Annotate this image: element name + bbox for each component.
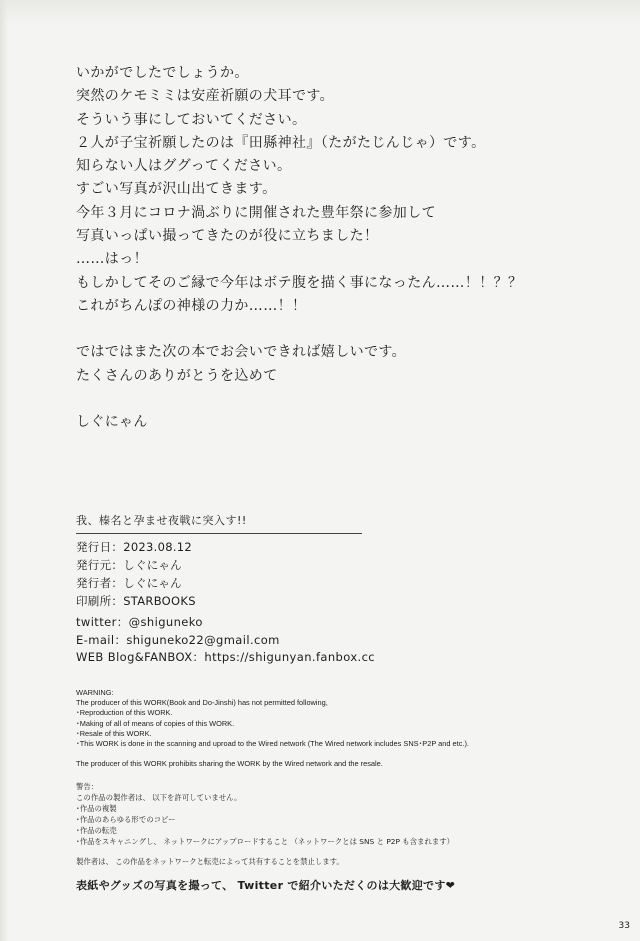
afterword-line: ……はっ！ [76, 251, 148, 268]
book-title: 我、榛名と孕ませ夜戦に突入す!! [76, 514, 247, 527]
email-address: E-mail：shiguneko22@gmail.com [76, 632, 280, 647]
warning-jp-item: ･作品のあらゆる形でのコピー [76, 815, 176, 824]
scan-shadow-left [0, 0, 8, 941]
warning-item: ･This WORK is done in the scanning and uproad to the Wired network (The Wired network includes SNS･P2P and etc.). [76, 739, 469, 749]
web-link: WEB Blog&FANBOX：https://shigunyan.fanbox.cc [76, 650, 376, 664]
warning-intro: The producer of this WORK(Book and Do-Jinshi) has not permitted following, [76, 698, 328, 708]
publisher: 発行元：しぐにゃん [76, 558, 182, 572]
warning-jp-item: ･作品をスキャニングし、 ネットワークにアップロードすること （ネットワークとは SNS と P2P も含まれます） [76, 837, 455, 846]
afterword-closing-line: ではではまた次の本でお会いできれば嬉しいです。 [76, 344, 407, 361]
afterword-line: いかがでしたでしょうか。 [76, 65, 249, 81]
warning-item: ･Reproduction of this WORK. [76, 708, 173, 718]
closing-text: 表紙やグッズの写真を撮って、 Twitter で紹介いただくのは大歓迎です [76, 879, 446, 892]
afterword-section [76, 62, 596, 434]
afterword-line: そういう事にしておいてください。 [76, 111, 307, 128]
colophon [76, 512, 376, 610]
afterword-line: ２人が子宝祈願したのは『田縣神社』（たがたじんじゃ）です。 [76, 134, 486, 151]
warning-item: ･Resale of this WORK. [76, 728, 152, 738]
contact-info [76, 614, 375, 667]
warning-jp-intro: この作品の製作者は、 以下を許可していません。 [76, 793, 242, 802]
afterword-line: すごい写真が沢山出てきます。 [76, 181, 277, 198]
warning-heading: WARNING: [76, 688, 114, 697]
publish-date: 発行日：2023.08.12 [76, 540, 193, 554]
warning-jp-item: ･作品の複製 [76, 804, 117, 813]
author-signature: しぐにゃん [76, 413, 148, 430]
afterword-line: 写真いっぱい撮ってきたのが役に立ちました！ [76, 228, 379, 245]
afterword-line: 知らない人はググってください。 [76, 158, 292, 175]
closing-message [76, 877, 455, 893]
warning-jp-item: ･作品の転売 [76, 826, 117, 835]
scan-shadow-top [0, 0, 640, 26]
warning-note: The producer of this WORK prohibits sharing the WORK by the Wired network and the resale. [76, 759, 383, 769]
issuer: 発行者：しぐにゃん [76, 576, 182, 590]
warning-item: ･Making of all of means of copies of this WORK. [76, 718, 235, 728]
warning-jp-heading: 警告： [76, 782, 99, 791]
page-number: 33 [618, 921, 630, 931]
afterword-line: これがちんぽの神様の力か……！！ [76, 297, 307, 314]
afterword-line: 今年３月にコロナ渦ぶりに開催された豊年祭に参加して [76, 204, 436, 221]
warning-jp-note: 製作者は、 この作品をネットワークと転売によって共有することを禁止します。 [76, 857, 344, 866]
colophon-divider [76, 533, 362, 534]
afterword-closing-line: たくさんのありがとうを込めて [76, 367, 278, 384]
warning-japanese [76, 781, 606, 867]
heart-icon: ❤ [445, 879, 456, 892]
afterword-line: 突然のケモミミは安産祈願の犬耳です。 [76, 88, 335, 105]
printer: 印刷所：STARBOOKS [76, 594, 196, 608]
twitter-handle: twitter：@shiguneko [76, 615, 203, 629]
warning-english [76, 688, 606, 769]
afterword-line: もしかしてそのご縁で今年はボテ腹を描く事になったん……！！？？ [76, 274, 523, 291]
